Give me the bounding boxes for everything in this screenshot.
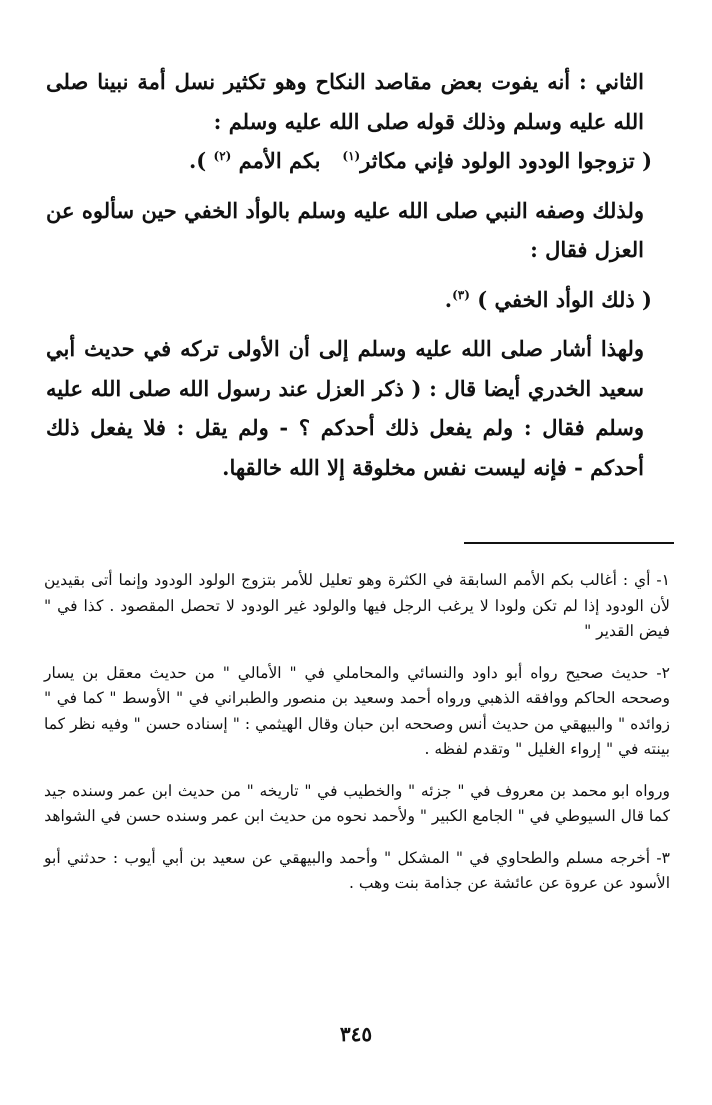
hadith-text-part2: بكم الأمم — [238, 148, 321, 173]
hadith-wad-text: ( ذلك الوأد الخفي ) — [477, 286, 652, 312]
paragraph-second-reason: الثاني : أنه يفوت بعض مقاصد النكاح وهو تكثير نسل أمة نبينا صلى الله عليه وسلم وذلك قوله صلى الله عليه وسلم : — [46, 69, 644, 134]
hadith-quote-marry — [46, 141, 674, 181]
hadith-wad-close: . — [444, 286, 453, 312]
footnote-1: ١- أي : أغالب بكم الأمم السابقة في الكثرة وهو تعليل للأمر بتزوج الولود الودود وإنما أتى بقيدين لأن الودود إذا لم تكن ولودا لا يرغب الرجل فيها والولود غير الودود لا تحصل المقصود . كذا في " فيض القدير " — [44, 571, 670, 640]
footnote-ref-3: (٣) — [452, 287, 470, 302]
footnote-2-continued: ورواه ابو محمد بن معروف في " جزئه " والخطيب في " تاريخه " من حديث ابن عمر وسنده جيد كما قال السيوطي في " الجامع الكبير " ولأحمد نحوه من حديث ابن عمر وسنده حسن في الشواهد — [44, 781, 670, 825]
hadith-quote-wad — [46, 280, 674, 320]
paragraph-abi-said: ولهذا أشار صلى الله عليه وسلم إلى أن الأولى تركه في حديث أبي سعيد الخدري أيضا قال : ( ذكر العزل عند رسول الله صلى الله عليه وسلم فقال : ولم يفعل ذلك أحدكم ؟ - ولم يقل : فلا يفعل ذلك أحدكم - فإنه ليست نفس مخلوقة إلا الله خالقها. — [46, 336, 644, 480]
footnote-ref-1: (١) — [342, 149, 361, 163]
footnote-ref-2: (٢) — [213, 149, 232, 163]
main-text-body — [46, 62, 674, 487]
hadith-text-part1: ( تزوجوا الودود الولود فإني مكاثر — [360, 148, 652, 173]
footnote-divider — [464, 542, 674, 544]
footnote-2: ٢- حديث صحيح رواه أبو داود والنسائي والمحاملي في " الأمالي " من حديث معقل بن يسار وصححه الحاكم ووافقه الذهبي ورواه أحمد وسعيد بن منصور والطبراني في " الأوسط " كما في " زوائده " والبيهقي من حديث أنس وصححه ابن حبان وقال الهيثمي : " إسناده حسن " وفيه نظر كما بينته في " إرواء الغليل " وتقدم لفظه . — [44, 663, 670, 758]
paragraph-wad-khafi: ولذلك وصفه النبي صلى الله عليه وسلم بالوأد الخفي حين سألوه عن العزل فقال : — [46, 197, 644, 262]
footnotes-section — [44, 568, 670, 897]
hadith-text-close: ). — [188, 148, 207, 173]
footnote-3: ٣- أخرجه مسلم والطحاوي في " المشكل " وأحمد والبيهقي عن سعيد بن أبي أيوب : حدثني أبو الأسود عن عروة عن عائشة عن جذامة بنت وهب . — [44, 848, 670, 892]
page-number: ٣٤٥ — [339, 1022, 373, 1046]
